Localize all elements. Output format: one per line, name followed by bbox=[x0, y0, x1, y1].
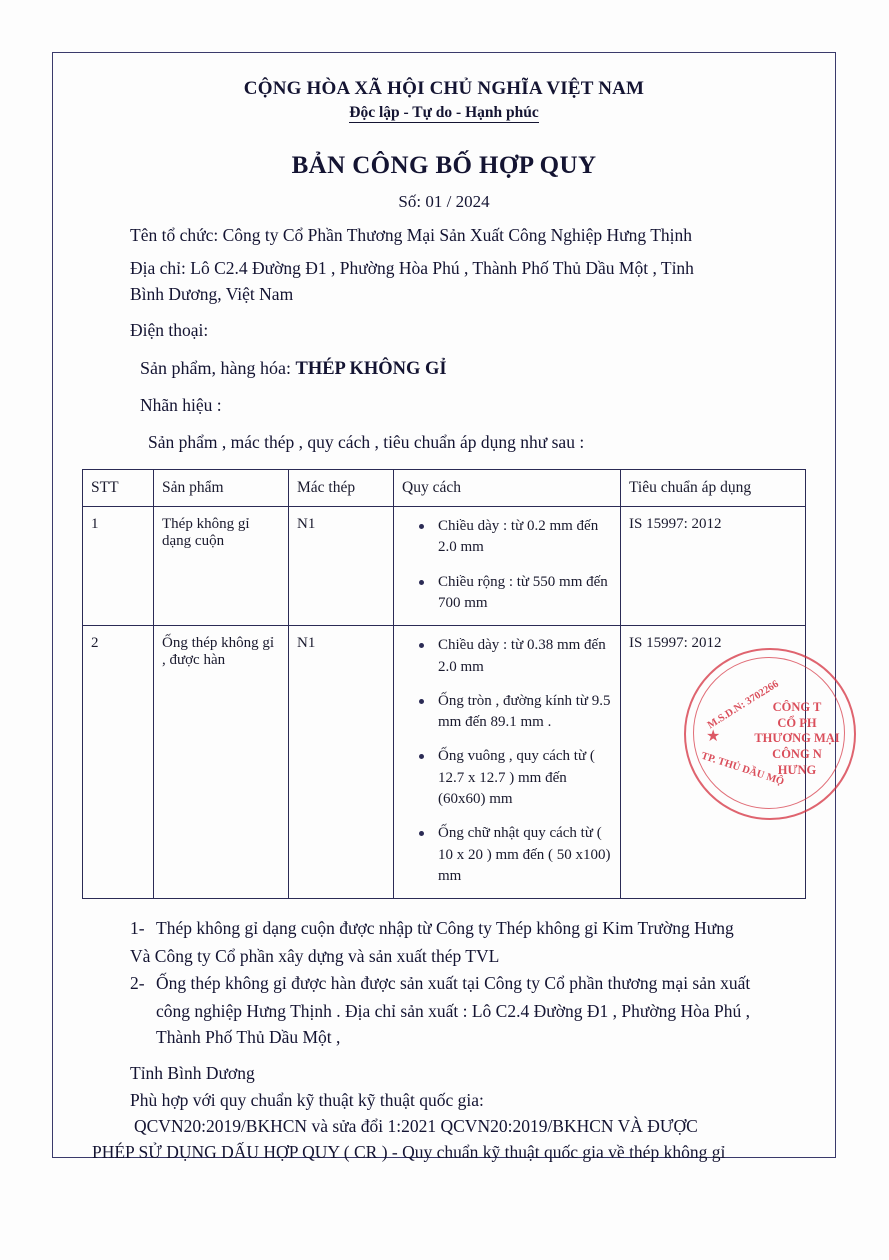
org-phone-line: Điện thoại: bbox=[130, 320, 209, 341]
province-line: Tỉnh Bình Dương bbox=[130, 1063, 255, 1084]
seal-ms-code: M.S.D.N: 3702266 bbox=[705, 678, 781, 732]
standard-line-2: PHÉP SỬ DỤNG DẤU HỢP QUY ( CR ) - Quy chuẩn kỹ thuật quốc gia về thép không gỉ bbox=[92, 1142, 726, 1163]
seal-line-5: HƯNG bbox=[777, 762, 817, 777]
org-name-line: Tên tổ chức: Công ty Cổ Phần Thương Mại Sản Xuất Công Nghiệp Hưng Thịnh bbox=[130, 225, 693, 245]
cell-standard: IS 15997: 2012 bbox=[621, 507, 806, 626]
motto-heading bbox=[82, 104, 806, 122]
seal-line-4: CÔNG N bbox=[772, 746, 822, 761]
nation-heading: CỘNG HÒA XÃ HỘI CHỦ NGHĨA VIỆT NAM bbox=[243, 78, 645, 99]
table-row bbox=[83, 626, 806, 899]
cell-stt: 2 bbox=[83, 626, 154, 899]
brand-label: Nhãn hiệu : bbox=[140, 395, 222, 416]
org-address-line1: Địa chỉ: Lô C2.4 Đường Đ1 , Phường Hòa Phú , Thành Phố Thủ Dầu Một , Tỉnh bbox=[130, 258, 694, 279]
spec-item: Ống tròn , đường kính từ 9.5 mm đến 89.1 mm . bbox=[436, 691, 612, 734]
note-text: Thép không gỉ dạng cuộn được nhập từ Công ty Thép không gỉ Kim Trường Hưng bbox=[156, 918, 734, 939]
motto-text: Độc lập - Tự do - Hạnh phúc bbox=[349, 104, 539, 121]
seal-line-2: CỔ PH bbox=[777, 715, 817, 730]
spec-intro: Sản phẩm , mác thép , quy cách , tiêu chuẩn áp dụng như sau : bbox=[148, 431, 585, 452]
document-content bbox=[52, 52, 840, 1163]
cell-product: Thép không gỉ dạng cuộn bbox=[154, 507, 289, 626]
note-continuation: Thành Phố Thủ Dầu Một , bbox=[156, 1027, 341, 1048]
spec-item: Chiều dày : từ 0.38 mm đến 2.0 mm bbox=[436, 635, 612, 678]
note-continuation: Và Công ty Cổ phần xây dựng và sản xuất thép TVL bbox=[130, 946, 500, 967]
product-line bbox=[82, 355, 806, 383]
document-title: BẢN CÔNG BỐ HỢP QUY bbox=[291, 152, 597, 179]
seal-star-icon: ★ bbox=[706, 728, 721, 745]
note-continuation: công nghiệp Hưng Thịnh . Địa chỉ sản xuất : Lô C2.4 Đường Đ1 , Phường Hòa Phú , bbox=[156, 1000, 750, 1021]
col-standard: Tiêu chuẩn áp dụng bbox=[621, 470, 806, 507]
cell-specs bbox=[394, 626, 621, 899]
cell-grade: N1 bbox=[289, 507, 394, 626]
spec-item: Chiều dày : từ 0.2 mm đến 2.0 mm bbox=[436, 516, 612, 559]
spec-item: Chiều rộng : từ 550 mm đến 700 mm bbox=[436, 572, 612, 615]
seal-line-3: THƯƠNG MẠI bbox=[754, 731, 840, 746]
final-section bbox=[82, 1060, 806, 1165]
col-spec: Quy cách bbox=[394, 470, 621, 507]
conformity-line: Phù hợp với quy chuẩn kỹ thuật kỹ thuật quốc gia: bbox=[130, 1089, 484, 1110]
cell-standard: IS 15997: 2012 bbox=[621, 626, 806, 899]
seal-bottom-arc: TP. THỦ DẦU MỘ bbox=[699, 750, 786, 788]
note-item bbox=[82, 915, 806, 941]
seal-line-1: CÔNG T bbox=[772, 700, 822, 714]
note-number: 2- bbox=[130, 972, 145, 993]
notes-section bbox=[82, 915, 806, 1050]
product-label: Sản phẩm, hàng hóa: bbox=[140, 357, 291, 378]
col-stt: STT bbox=[83, 470, 154, 507]
cell-stt: 1 bbox=[83, 507, 154, 626]
org-address-line2: Bình Dương, Việt Nam bbox=[130, 283, 294, 304]
spec-list bbox=[402, 635, 612, 887]
col-grade: Mác thép bbox=[289, 470, 394, 507]
cell-grade: N1 bbox=[289, 626, 394, 899]
specification-table bbox=[82, 469, 806, 899]
product-value: THÉP KHÔNG GỈ bbox=[295, 358, 447, 379]
table-row bbox=[83, 507, 806, 626]
cell-specs bbox=[394, 507, 621, 626]
note-number: 1- bbox=[130, 918, 145, 939]
document-number: Số: 01 / 2024 bbox=[398, 192, 490, 211]
col-product: Sản phẩm bbox=[154, 470, 289, 507]
standard-line-1: QCVN20:2019/BKHCN và sửa đổi 1:2021 QCVN20:2019/BKHCN VÀ ĐƯỢC bbox=[134, 1115, 698, 1136]
cell-product: Ống thép không gỉ , được hàn bbox=[154, 626, 289, 899]
spec-item: Ống vuông , quy cách từ ( 12.7 x 12.7 ) mm đến (60x60) mm bbox=[436, 746, 612, 810]
spec-item: Ống chữ nhật quy cách từ ( 10 x 20 ) mm đến ( 50 x100) mm bbox=[436, 823, 612, 887]
note-text: Ống thép không gỉ được hàn được sản xuất tại Công ty Cổ phần thương mại sản xuất bbox=[156, 972, 751, 993]
spec-list bbox=[402, 516, 612, 614]
table-header-row bbox=[83, 470, 806, 507]
note-item bbox=[82, 970, 806, 996]
